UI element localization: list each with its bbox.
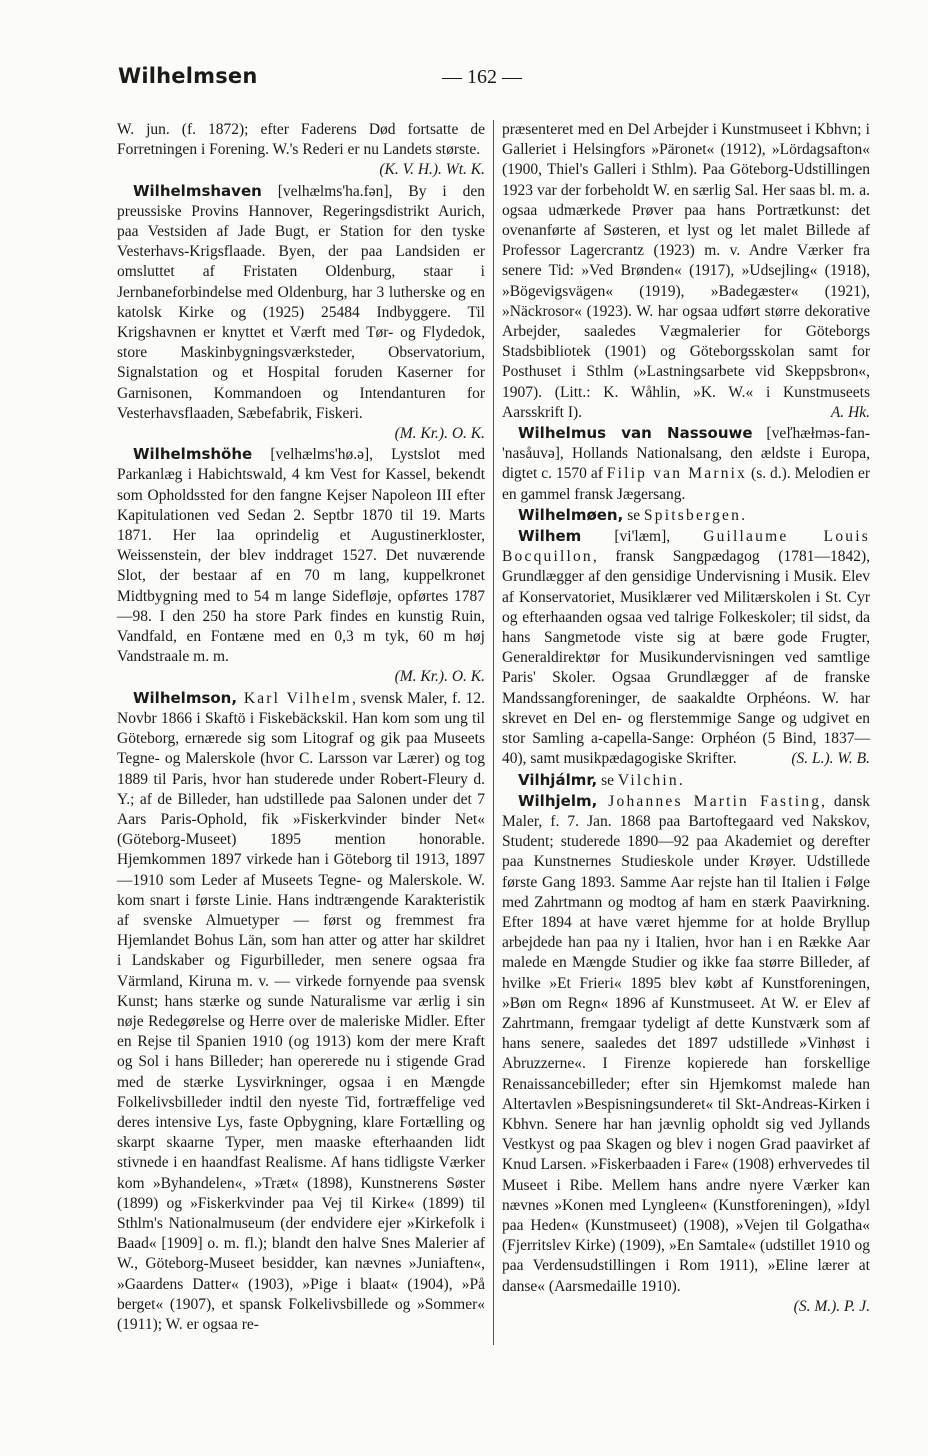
headword: Wilhem <box>518 527 582 546</box>
headword: Wilhelmus van Nassouwe <box>518 424 753 443</box>
entry-text: præsenteret med en Del Arbejder i Kunstmuseet i Kbhvn; i Galleriet i Helsingfors »Päronet« (1912), »Lördagsafton« (1900, Thiel's Galleri i Sthlm). Paa Göteborg-Udstillingen 1923 var der forbeholdt W. en særlig Sal. Her saas bl. m. a. ogsaa udmærkede Prøver paa hans Portrætkunst: det ovenanførte af Søsteren, et lyst og let malet Billede af Professor Lagercrantz (1923) m. v. Andre Værker fra senere Tid: »Ved Brønden« (1917), »Udsejling« (1918), »Bögevigsvägen« (1919), »Badegæster« (1921), »Näckrosor« (1923). W. har ogsaa udført større dekorative Arbejder, saaledes Vægmalerier for Göteborgs Stadsbibliotek (1901) og Göteborgsskolan samt for Posthuset i Sthlm (»Lastningsarbete vid Skeppsbron«, 1907). (Litt.: K. Wåhlin, »K. W.« i Kunstmuseets Aarsskrift I). <box>502 121 870 421</box>
entry-text: se <box>597 771 618 789</box>
author-signature: A. Hk. <box>830 403 870 421</box>
entry-text: [vi'læm], <box>581 528 704 546</box>
entry-text: (s. d.). Melodien er en gammel fransk Jægersang. <box>502 465 870 503</box>
entry-wilhelmsen-continued <box>117 120 485 179</box>
headword: Wilhelmshöhe <box>133 445 253 464</box>
running-head-title: Wilhelmsen <box>118 64 258 88</box>
person-name: Karl Vilhelm <box>237 689 352 707</box>
entry-text: , svensk Maler, f. 12. Novbr 1866 i Skaftö i Fiskebäckskil. Han kom som ung til Göteborg, ernærede sig som Litograf og gik paa Museets Tegne- og Malerskole (hvor C. Larsson var Lærer) og tog 1889 til Paris, hvor han studerede under Robert-Fleury d. Y.; af de Billeder, han udstillede paa Salonen under det 7 Aars Paris-Ophold, fik »Fiskerkvinder binder Net« (Göteborg-Museet) 1895 mention honorable. Hjemkommen 1897 virkede han i Göteborg til 1913, 1897—1910 som Leder af Museets Tegne- og Malerskole. W. kom snart i første Linie. Hans indtrængende Karakteristik af svenske Almuetyper — først og fremmest fra Hjemlandet Bohus Län, som han atter og atter har skildret i Landskaber og Figurbilleder, men senere ogsaa fra Värmland, Kiruna m. v. — virkede fornyende paa svensk Kunst; hans stærke og sunde Naturalisme var ærlig i sin nøje Redegørelse og Herre over de maleriske Midler. Efter en Rejse til Spanien 1910 (og 1913) kom der mere Kraft og Sol i hans Billeder; han opererede nu i stigende Grad med de stærke Lysvirkninger, ogsaa i en Mængde Folkelivsbilleder indtil den nyeste Tid, fortræffelige ved deres intensive Lys, faste Opbygning, klare Fortælling og skarpt skaarne Typer, men maaske efterhaanden lidt stivnede i en haandfast Realisme. Af hans tidligste Værker kom »Byhandelen«, »Træt« (1898), Kunstnerens Søster (1899) og »Fiskerkvinder paa Vej til Kirke« (1899) til Sthlm's Nationalmuseum (der endvidere ejer »Kirkefolk i Baad« [1909] o. m. fl.); blandt den halve Snes Malerier af W., Göteborg-Museet besidder, kan nævnes »Juniaften«, »Gaardens Datter« (1903), »Pige i blaat« (1904), »På berget« (1907), et spansk Folkelivsbillede og »Sommer« (1911); W. er ogsaa re- <box>117 689 485 1333</box>
entry-wilhelmshohe <box>117 444 485 687</box>
entry-text: [veľhæłməs-fan-'nasåuvə], Hollands Nationalsang, den ældste i Europa, digtet c. 1570 af <box>502 425 870 483</box>
headword: Wilhelmshaven <box>133 181 262 200</box>
cross-reference-name: Filip van Marnix <box>606 465 748 483</box>
left-column <box>117 120 485 1335</box>
author-signature: (K. V. H.). Wt. K. <box>379 161 485 179</box>
entry-text: , fransk Sangpædagog (1781—1842), Grundlægger af den gensidige Undervisning i Musik. Elev af Konservatoriet, Musiklærer ved Militærskolen i St. Cyr og efterhaanden ogsaa ved talrige Folkeskoler; til sidst, da hans Sangmetode viste sig at bære gode Frugter, Generaldirektør for Musikundervisningen ved samtlige Paris' Skoler. Ogsaa Grundlægger af de franske Mandssangforeninger, de saakaldte Orphéons. W. har skrevet en Del en- og flerstemmige Sange og udgivet en stor Samling a-capella-Sange: Orphéon (5 Bind, 1837—40), samt musikpædagogiske Skrifter. <box>502 548 870 768</box>
headword: Vilhjálmr, <box>518 770 598 789</box>
entry-wilhem <box>502 526 870 769</box>
entry-wilhelmus-van-nassouwe <box>502 423 870 505</box>
author-signature: (M. Kr.). O. K. <box>394 425 485 443</box>
entry-wilhelmshaven <box>117 181 485 445</box>
headword: Wilhelmøen, <box>518 505 624 524</box>
author-signature: (M. Kr.). O. K. <box>394 668 485 686</box>
author-signature: (S. L.). W. B. <box>791 750 870 768</box>
entry-wilhelmson-continued <box>502 120 870 423</box>
author-signature: (S. M.). P. J. <box>793 1297 870 1315</box>
column-divider <box>493 120 494 1345</box>
headword: Wilhelmson, <box>133 688 238 707</box>
entry-text: se <box>623 506 644 524</box>
entry-wilhelmson <box>117 688 485 1336</box>
entry-text: W. jun. (f. 1872); efter Faderens Død fortsatte de Forretningen i Forening. W.'s Rederi er nu Landets største. <box>117 121 485 159</box>
right-column <box>502 120 870 1317</box>
person-name: Guillaume Louis Bocquillon <box>502 528 870 566</box>
entry-wilhjelm <box>502 791 870 1317</box>
entry-wilhelmoen <box>502 505 870 526</box>
cross-reference: Spitsbergen. <box>643 506 748 524</box>
cross-reference: Vilchin. <box>617 771 685 789</box>
person-name: Johannes Martin Fasting <box>597 792 822 810</box>
page-number: — 162 — <box>442 66 522 88</box>
headword: Wilhjelm, <box>518 791 598 810</box>
entry-vilhjalmr <box>502 770 870 791</box>
entry-text: , dansk Maler, f. 7. Jan. 1868 paa Bartoftegaard ved Nakskov, Student; studerede 1890—92 paa Akademiet og derefter paa Kunstnernes Studieskole under Krøyer. Udstillede første Gang 1893. Samme Aar rejste han til Italien i Følge med Zahrtmann og modtog af ham en stærk Paavirkning. Efter 1894 at have været hjemme for at holde Bryllup arbejdede han paa ny i Italien, hvor han i en Række Aar malede en Mængde Studier og ikke faa større Billeder, af hvilke »Et Frieri« 1895 blev købt af Kunstforeningen, »Bøn om Regn« 1896 af Kunstmuseet. At W. er Elev af Zahrtmann, fremgaar tydeligt af dette Kunstværk som af hans senere, saaledes det 1897 udstillede »Vinhøst i Abruzzerne«. I Firenze kopierede han forskellige Renaissancebilleder; efter sin Hjemkomst malede han Altertavlen »Bespisningsunderet« til Skt-Andreas-Kirken i Kbhvn. Senere har han jævnlig opholdt sig ved Jyllands Vestkyst og paa Skagen og blev i nogen Grad paavirket af Knud Larsen. »Fiskerbaaden i Fare« (1908) erhvervedes til Museet i Ribe. Mellem hans andre nyere Værker kan nævnes »Konen med Lyngleen« (Kunstforeningen), »Idyl paa Heden« (Kunstmuseet) (1908), »Vejen til Golgatha« (Fjerritslev Kirke) (1909), »En Samtale« (udstillet 1910 og paa Verdensudstillingen i Rom 1911), »Eline lærer at danse« (Aarsmedaille 1910). <box>502 792 870 1295</box>
entry-text: [velhælms'ha.fən], By i den preussiske Provins Hannover, Regeringsdistrikt Aurich, paa Vestsiden af Jade Bugt, er Station for den tyske Vesterhavs-Krigsflaade. Byen, der paa Landsiden er omsluttet af Fristaten Oldenburg, staar i Jernbaneforbindelse med Oldenburg, har 3 lutherske og en katolsk Kirke og (1925) 25484 Indbyggere. Til Krigshavnen er knyttet et Værft med Tør- og Flydedok, store Maskinbygningsværksteder, Observatorium, Signalstation og et Hospital foruden Kaserner for Garnisonen, Kommandoen og Intendanturen for Vesterhavsflaaden, Sæbefabrik, Fiskeri. <box>117 182 485 422</box>
entry-text: [velhælms'hø.ə], Lystslot med Parkanlæg i Habichtswald, 4 km Vest for Kassel, bekendt som Opholdssted for den fangne Kejser Napoleon III efter Kapitulationen ved Sedan 2. Septbr 1870 til 19. Marts 1871. Her laa oprindelig et Augustinerkloster, Weissenstein, der blev inddraget 1527. Det nuværende Slot, der bestaar af en 70 m lang, kuppelkronet Midtbygning med to 54 m lange Sidefløje, opførtes 1787—98. I den 250 ha store Park findes en kunstig Ruin, Vandfald, en Fontæne med en 0,3 m tyk, 60 m høj Vandstraale m. m. <box>117 446 485 666</box>
